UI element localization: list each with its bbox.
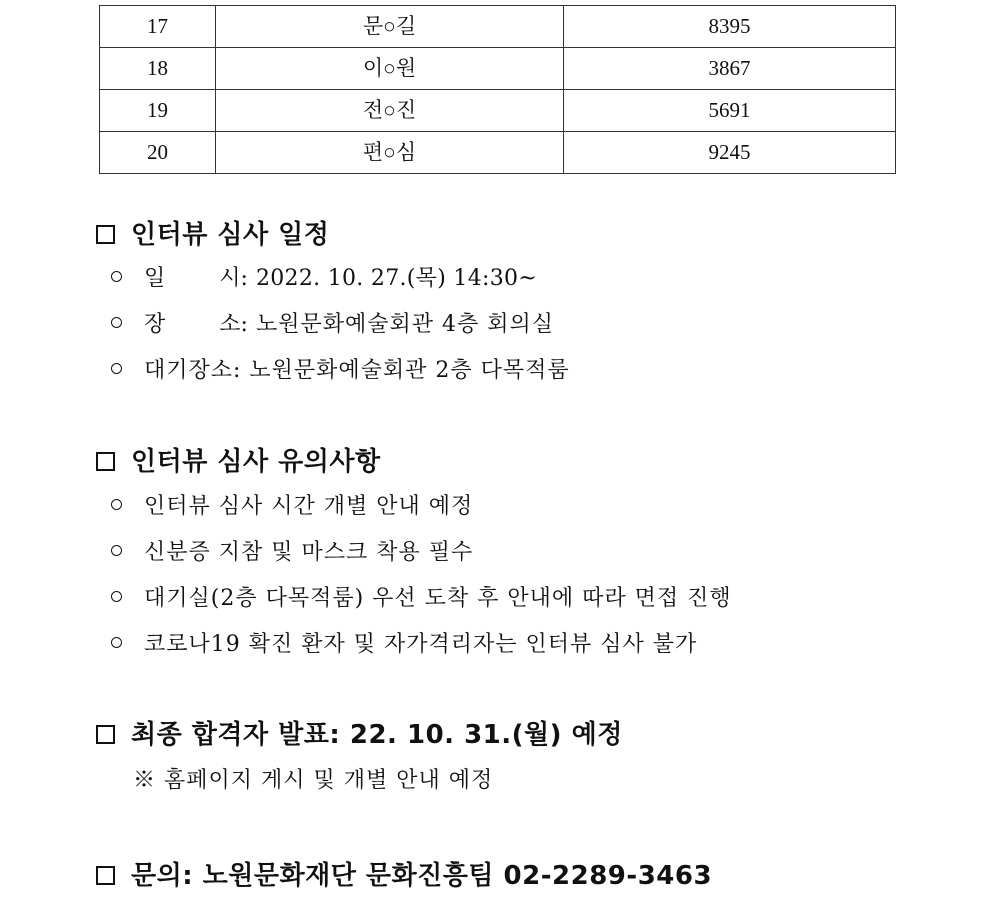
checkbox-square-icon — [96, 725, 115, 744]
notes-item-text: 신분증 지참 및 마스크 착용 필수 — [144, 540, 474, 565]
schedule-value-venue: 노원문화예술회관 4층 회의실 — [255, 312, 554, 337]
schedule-item-venue — [111, 311, 554, 339]
checkbox-square-icon — [96, 225, 115, 244]
row-name: 편○심 — [216, 132, 564, 174]
row-code: 5691 — [564, 90, 896, 132]
checkbox-square-icon — [96, 866, 115, 885]
notes-item — [111, 585, 732, 613]
result-table — [99, 5, 896, 174]
row-number: 20 — [100, 132, 216, 174]
circle-bullet-icon — [111, 637, 122, 648]
notes-item-text: 코로나19 확진 환자 및 자가격리자는 인터뷰 심사 불가 — [144, 632, 698, 657]
table-row — [100, 90, 896, 132]
schedule-label-datetime-b: 시: — [219, 266, 248, 291]
table-row — [100, 132, 896, 174]
announcement-section-title — [96, 720, 623, 750]
schedule-label-waiting: 대기장소: — [144, 358, 242, 383]
notes-title-text: 인터뷰 심사 유의사항 — [131, 447, 381, 477]
contact-section-title — [96, 861, 712, 891]
circle-bullet-icon — [111, 545, 122, 556]
row-name: 문○길 — [216, 6, 564, 48]
notes-item-text: 인터뷰 심사 시간 개별 안내 예정 — [144, 494, 474, 519]
announcement-note: ※ 홈페이지 게시 및 개별 안내 예정 — [133, 768, 494, 793]
announcement-title-text: 최종 합격자 발표: 22. 10. 31.(월) 예정 — [131, 720, 623, 750]
circle-bullet-icon — [111, 591, 122, 602]
notes-item — [111, 539, 473, 567]
row-name: 전○진 — [216, 90, 564, 132]
notes-item-text: 대기실(2층 다목적룸) 우선 도착 후 안내에 따라 면접 진행 — [144, 586, 732, 611]
row-code: 3867 — [564, 48, 896, 90]
row-number: 18 — [100, 48, 216, 90]
schedule-label-venue-a: 장 — [144, 312, 166, 337]
row-number: 17 — [100, 6, 216, 48]
schedule-title-text: 인터뷰 심사 일정 — [131, 220, 330, 250]
schedule-section-title — [96, 220, 329, 250]
schedule-value-datetime: 2022. 10. 27.(목) 14:30~ — [255, 266, 538, 291]
table-row — [100, 6, 896, 48]
notes-item — [111, 493, 473, 521]
schedule-item-datetime — [111, 265, 537, 293]
notes-item — [111, 631, 697, 659]
row-code: 8395 — [564, 6, 896, 48]
table-row — [100, 48, 896, 90]
schedule-item-waiting — [111, 357, 570, 385]
row-name: 이○원 — [216, 48, 564, 90]
schedule-label-datetime-a: 일 — [144, 266, 166, 291]
schedule-label-venue-b: 소: — [219, 312, 248, 337]
checkbox-square-icon — [96, 452, 115, 471]
row-code: 9245 — [564, 132, 896, 174]
circle-bullet-icon — [111, 317, 122, 328]
schedule-value-waiting: 노원문화예술회관 2층 다목적룸 — [249, 358, 570, 383]
contact-title-text: 문의: 노원문화재단 문화진흥팀 02-2289-3463 — [131, 861, 713, 891]
circle-bullet-icon — [111, 363, 122, 374]
circle-bullet-icon — [111, 499, 122, 510]
notes-section-title — [96, 447, 381, 477]
row-number: 19 — [100, 90, 216, 132]
circle-bullet-icon — [111, 271, 122, 282]
